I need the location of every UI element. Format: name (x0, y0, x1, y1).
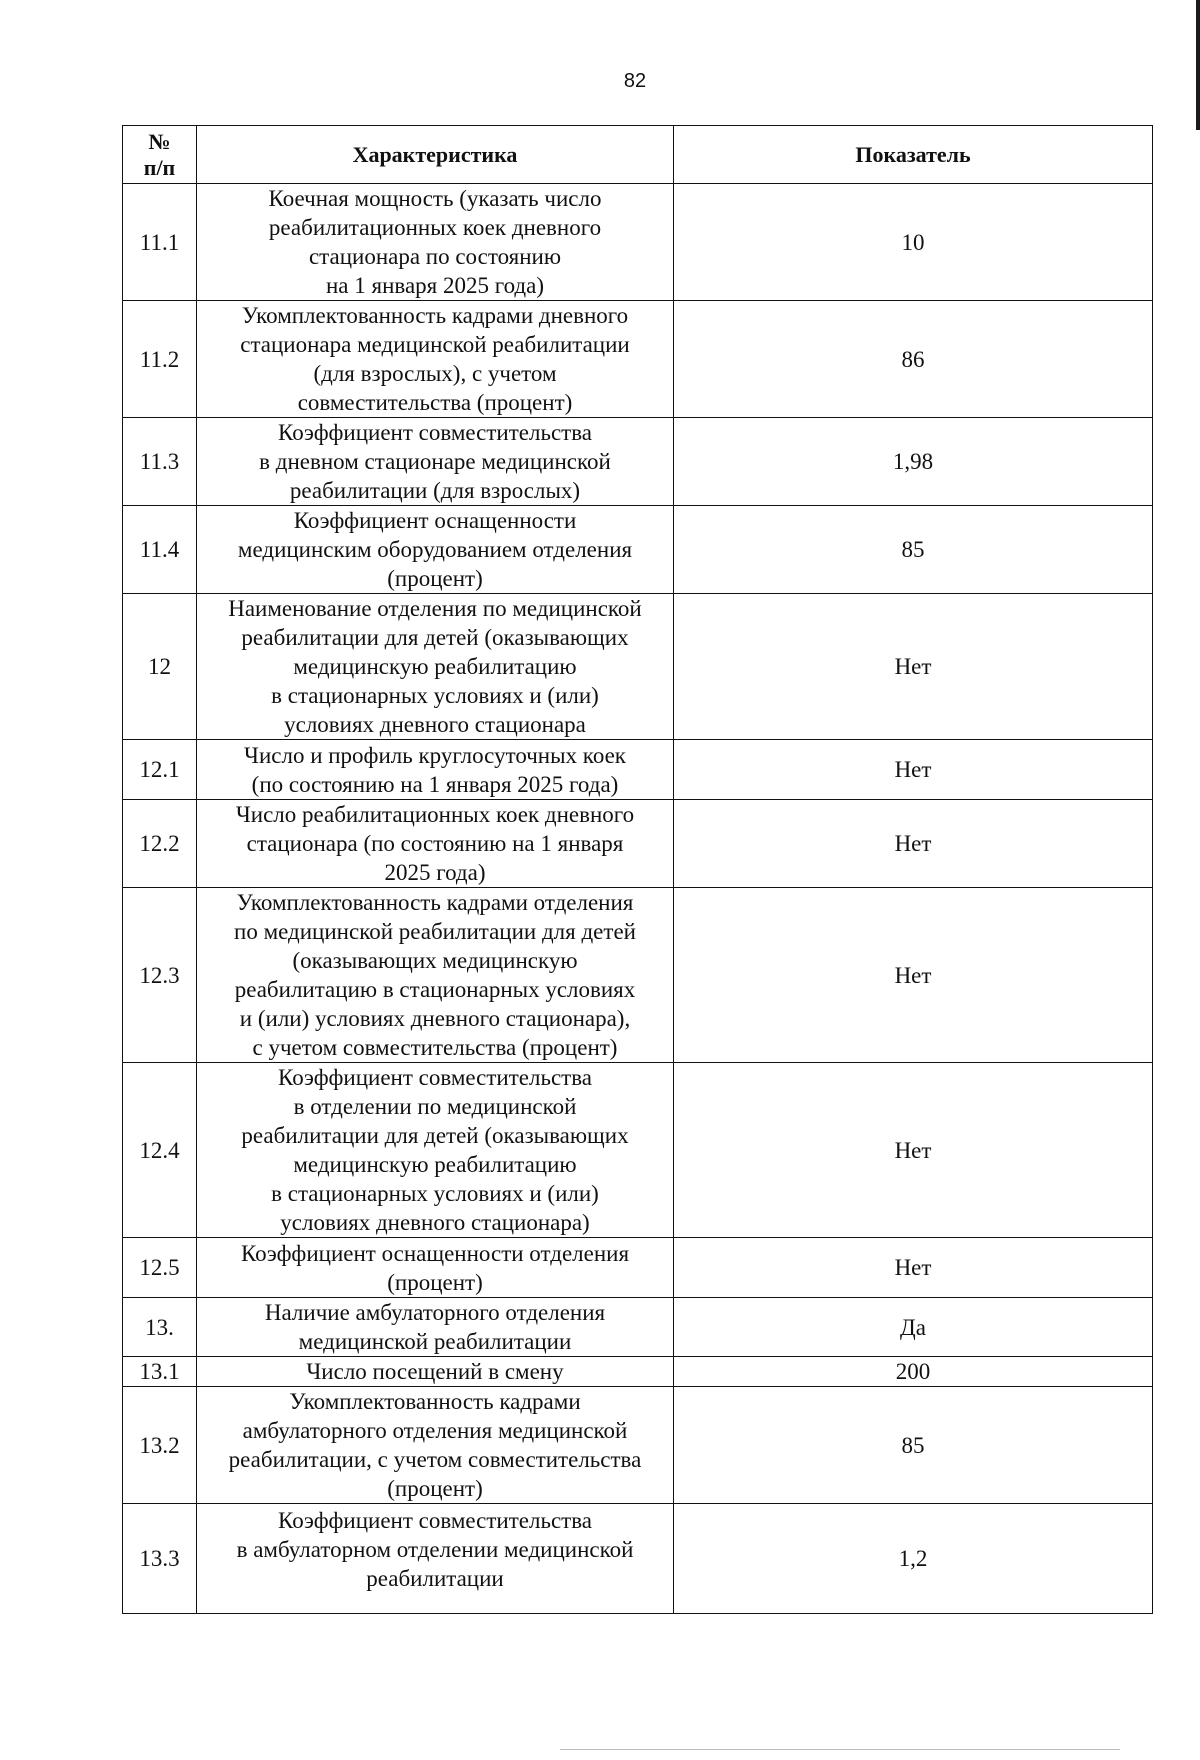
row-value: 86 (674, 301, 1153, 418)
table-row (123, 184, 1153, 301)
row-num: 11.1 (123, 184, 197, 301)
row-value: Нет (674, 594, 1153, 740)
row-characteristic: Число реабилитационных коек дневного стационара (по состоянию на 1 января 2025 года) (197, 800, 674, 888)
row-value: 1,98 (674, 418, 1153, 506)
table-row (123, 301, 1153, 418)
row-num: 11.2 (123, 301, 197, 418)
row-value: Нет (674, 1063, 1153, 1238)
table-row (123, 888, 1153, 1063)
table-row (123, 800, 1153, 888)
row-num: 12.2 (123, 800, 197, 888)
row-value: 85 (674, 506, 1153, 594)
row-characteristic: Наличие амбулаторного отделения медицинской реабилитации (197, 1298, 674, 1357)
row-num: 11.3 (123, 418, 197, 506)
row-value: Нет (674, 740, 1153, 800)
row-value: Нет (674, 888, 1153, 1063)
row-characteristic: Коэффициент оснащенности медицинским оборудованием отделения (процент) (197, 506, 674, 594)
header-indicator: Показатель (674, 126, 1153, 184)
row-characteristic: Укомплектованность кадрами амбулаторного отделения медицинской реабилитации, с учетом совместительства (процент) (197, 1387, 674, 1504)
row-characteristic: Коэффициент совместительства в амбулаторном отделении медицинской реабилитации (197, 1504, 674, 1614)
table-row (123, 1238, 1153, 1298)
row-value: 1,2 (674, 1504, 1153, 1614)
row-characteristic: Укомплектованность кадрами дневного стационара медицинской реабилитации (для взрослых), с учетом совместительства (процент) (197, 301, 674, 418)
scan-bottom-line (560, 1749, 1120, 1750)
table-row (123, 594, 1153, 740)
row-num: 13.2 (123, 1387, 197, 1504)
row-num: 12.5 (123, 1238, 197, 1298)
row-value: Нет (674, 800, 1153, 888)
row-characteristic: Коэффициент оснащенности отделения (процент) (197, 1238, 674, 1298)
table-row (123, 1063, 1153, 1238)
row-characteristic: Коечная мощность (указать число реабилитационных коек дневного стационара по состоянию на 1 января 2025 года) (197, 184, 674, 301)
row-characteristic: Коэффициент совместительства в дневном стационаре медицинской реабилитации (для взрослых) (197, 418, 674, 506)
page-number (0, 70, 1200, 93)
row-value: Да (674, 1298, 1153, 1357)
header-num: № п/п (123, 126, 197, 184)
row-num: 13.1 (123, 1357, 197, 1387)
row-characteristic: Число посещений в смену (197, 1357, 674, 1387)
row-value: 200 (674, 1357, 1153, 1387)
header-characteristic: Характеристика (197, 126, 674, 184)
row-num: 12 (123, 594, 197, 740)
row-value: 10 (674, 184, 1153, 301)
row-num: 11.4 (123, 506, 197, 594)
row-characteristic: Укомплектованность кадрами отделения по медицинской реабилитации для детей (оказывающих медицинскую реабилитацию в стационарных условиях и (или) условиях дневного стационара), с учетом совместительства (процент) (197, 888, 674, 1063)
row-value: Нет (674, 1238, 1153, 1298)
page-number-text: 82 (623, 70, 647, 92)
table-header-row (123, 126, 1153, 184)
table-row (123, 1357, 1153, 1387)
table-row (123, 1504, 1153, 1614)
row-num: 12.4 (123, 1063, 197, 1238)
row-num: 13.3 (123, 1504, 197, 1614)
table-row (123, 1298, 1153, 1357)
table-row (123, 1387, 1153, 1504)
row-num: 12.3 (123, 888, 197, 1063)
row-characteristic: Наименование отделения по медицинской реабилитации для детей (оказывающих медицинскую реабилитацию в стационарных условиях и (или) условиях дневного стационара (197, 594, 674, 740)
row-num: 13. (123, 1298, 197, 1357)
row-num: 12.1 (123, 740, 197, 800)
table-row (123, 418, 1153, 506)
row-value: 85 (674, 1387, 1153, 1504)
table-row (123, 506, 1153, 594)
characteristics-table (122, 125, 1153, 1614)
scan-edge-mark (1196, 0, 1200, 130)
table-row (123, 740, 1153, 800)
row-characteristic: Число и профиль круглосуточных коек (по состоянию на 1 января 2025 года) (197, 740, 674, 800)
row-characteristic: Коэффициент совместительства в отделении по медицинской реабилитации для детей (оказывающих медицинскую реабилитацию в стационарных условиях и (или) условиях дневного стационара) (197, 1063, 674, 1238)
